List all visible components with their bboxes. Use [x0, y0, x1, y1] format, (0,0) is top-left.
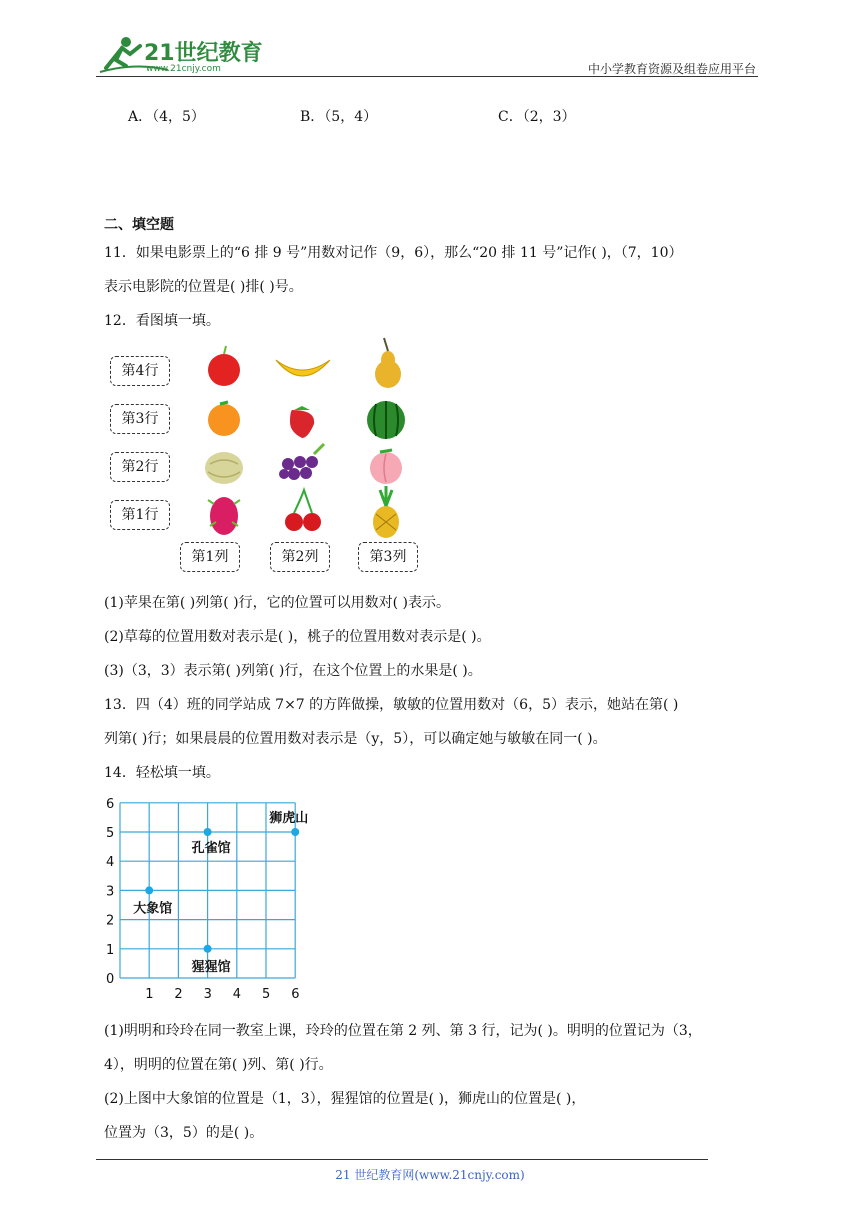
apple-icon	[208, 346, 240, 386]
option-b: B．（5，4）	[300, 109, 378, 125]
watermelon-icon	[367, 401, 405, 439]
q14-sub1a: (1)明明和玲玲在同一教室上课，玲玲的位置在第 2 列、第 3 行，记为( )。明明的位置记为（3，	[104, 1023, 702, 1039]
footer-divider	[96, 1159, 708, 1160]
q12-title: 12．看图填一填。	[104, 313, 220, 329]
map-point-label: 大象馆	[133, 901, 173, 917]
y-tick-label: 5	[106, 826, 115, 841]
x-tick-label: 5	[262, 987, 271, 1002]
q11-line2: 表示电影院的位置是( )排( )号。	[104, 279, 303, 295]
q11-line1: 11．如果电影票上的“6 排 9 号”用数对记作（9，6），那么“20 排 11 号”记作( )，（7，10）	[104, 245, 683, 261]
row-label-1: 第1行	[110, 500, 170, 530]
q12-sub2: (2)草莓的位置用数对表示是( )，桃子的位置用数对表示是( )。	[104, 629, 491, 645]
orange-icon	[208, 402, 240, 436]
x-tick-label: 3	[203, 987, 212, 1002]
map-point	[145, 886, 153, 894]
q12-sub1: (1)苹果在第( )列第( )行，它的位置可以用数对( )表示。	[104, 595, 450, 611]
map-point	[204, 828, 212, 836]
option-a: A．（4，5）	[128, 109, 205, 125]
col-label-2: 第2列	[270, 542, 330, 572]
q14-sub2a: (2)上图中大象馆的位置是（1，3），猩猩馆的位置是( )，狮虎山的位置是( )，	[104, 1091, 586, 1107]
map-point	[204, 945, 212, 953]
melon-icon	[205, 452, 243, 484]
y-tick-label: 1	[106, 942, 115, 958]
footer-text: 21 世纪教育网(www.21cnjy.com)	[335, 1168, 525, 1182]
y-tick-label: 3	[106, 884, 115, 900]
map-point-label: 猩猩馆	[191, 959, 231, 975]
y-tick-label: 2	[106, 913, 115, 929]
map-point	[291, 828, 299, 836]
logo-text: 21世纪教育	[144, 41, 263, 66]
banana-icon	[276, 360, 330, 376]
strawberry-icon	[290, 406, 314, 438]
y-tick-label: 4	[106, 855, 115, 871]
row-label-4: 第4行	[110, 356, 170, 386]
q13-line1: 13．四（4）班的同学站成 7×7 的方阵做操，敏敏的位置用数对（6，5）表示，她站在第( )	[104, 697, 679, 713]
cherry-icon	[285, 490, 321, 531]
x-tick-label: 6	[291, 987, 300, 1002]
grape-icon	[279, 444, 324, 480]
x-tick-label: 4	[232, 987, 242, 1002]
fruit-grid	[190, 336, 430, 542]
logo-url: www.21cnjy.com	[146, 64, 221, 74]
x-tick-label: 1	[145, 987, 154, 1002]
coordinate-grid	[96, 792, 336, 1012]
row-label-2: 第2行	[110, 452, 170, 482]
header-divider	[96, 76, 758, 77]
q14-title: 14．轻松填一填。	[104, 765, 220, 781]
section-title: 二、填空题	[104, 217, 174, 233]
option-c: C．（2，3）	[498, 109, 576, 125]
q13-line2: 列第( )行；如果晨晨的位置用数对表示是（y，5），可以确定她与敏敏在同一( )。	[104, 731, 607, 747]
q14-sub1b: 4），明明的位置在第( )列、第( )行。	[104, 1057, 333, 1073]
map-point-label: 孔雀馆	[191, 841, 231, 856]
peach-icon	[370, 450, 402, 484]
x-tick-label: 2	[174, 987, 183, 1002]
pear-icon	[375, 338, 401, 388]
col-label-3: 第3列	[358, 542, 418, 572]
q14-sub2b: 位置为（3，5）的是( )。	[104, 1125, 264, 1141]
header-platform-text: 中小学教育资源及组卷应用平台	[587, 62, 756, 76]
pineapple-icon	[373, 486, 399, 538]
y-tick-label: 6	[106, 796, 115, 812]
row-label-3: 第3行	[110, 404, 170, 434]
dragonfruit-icon	[208, 497, 240, 535]
q12-sub3: (3)（3，3）表示第( )列第( )行，在这个位置上的水果是( )。	[104, 663, 482, 679]
map-point-label: 狮虎山	[269, 811, 309, 826]
col-label-1: 第1列	[180, 542, 240, 572]
y-tick-label: 0	[106, 972, 115, 987]
site-logo	[96, 32, 266, 76]
